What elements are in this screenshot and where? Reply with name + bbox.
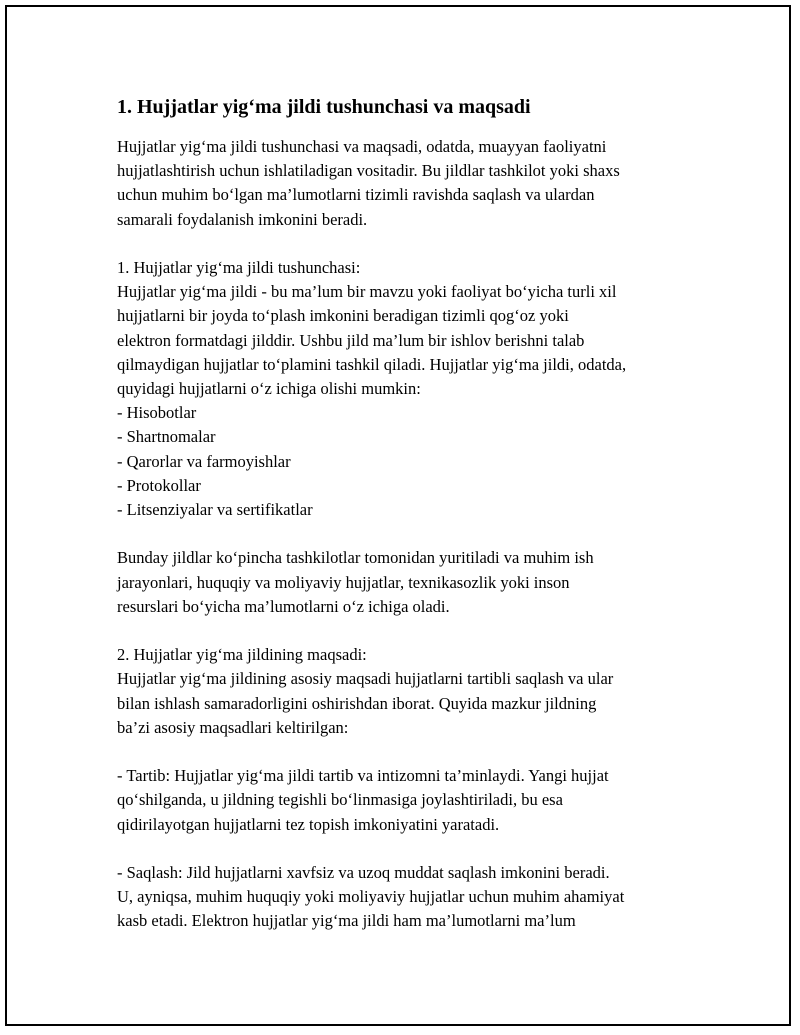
text-line: jarayonlari, huquqiy va moliyaviy hujjatlar, texnikasozlik yoki inson bbox=[117, 572, 570, 592]
text-line: ba’zi asosiy maqsadlari keltirilgan: bbox=[117, 717, 349, 737]
text-line bbox=[117, 522, 717, 546]
text-line: 2. Hujjatlar yig‘ma jildining maqsadi: bbox=[117, 645, 367, 665]
document-text bbox=[117, 135, 717, 934]
text-line: quyidagi hujjatlarni o‘z ichiga olishi mumkin: bbox=[117, 379, 421, 399]
text-line: - Litsenziyalar va sertifikatlar bbox=[117, 500, 313, 520]
text-line bbox=[117, 232, 717, 256]
text-line: U, ayniqsa, muhim huquqiy yoki moliyaviy hujjatlar uchun muhim ahamiyat bbox=[117, 887, 625, 907]
text-line bbox=[117, 740, 717, 764]
text-line: 1. Hujjatlar yig‘ma jildi tushunchasi: bbox=[117, 258, 361, 277]
text-line: - Hisobotlar bbox=[117, 403, 197, 423]
text-line bbox=[117, 619, 717, 643]
document-body bbox=[117, 93, 717, 934]
text-line: uchun muhim bo‘lgan ma’lumotlarni tizimli ravishda saqlash va ulardan bbox=[117, 185, 595, 205]
text-line: samarali foydalanish imkonini beradi. bbox=[117, 209, 368, 229]
text-line: - Qarorlar va farmoyishlar bbox=[117, 451, 291, 471]
text-line: hujjatlarni bir joyda to‘plash imkonini beradigan tizimli qog‘oz yoki bbox=[117, 306, 569, 326]
text-line: resurslari bo‘yicha ma’lumotlarni o‘z ichiga oladi. bbox=[117, 596, 450, 616]
text-line: kasb etadi. Elektron hujjatlar yig‘ma jildi ham ma’lumotlarni ma’lum bbox=[117, 911, 576, 931]
text-line: bilan ishlash samaradorligini oshirishdan iborat. Quyida mazkur jildning bbox=[117, 693, 597, 713]
text-line: Bunday jildlar ko‘pincha tashkilotlar tomonidan yuritiladi va muhim ish bbox=[117, 548, 594, 568]
text-line: Hujjatlar yig‘ma jildi - bu ma’lum bir mavzu yoki faoliyat bo‘yicha turli xil bbox=[117, 282, 617, 302]
text-line: elektron formatdagi jilddir. Ushbu jild ma’lum bir ishlov berishni talab bbox=[117, 330, 585, 350]
text-line bbox=[117, 837, 717, 861]
text-line: - Shartnomalar bbox=[117, 427, 216, 447]
text-line: hujjatlashtirish uchun ishlatiladigan vositadir. Bu jildlar tashkilot yoki shaxs bbox=[117, 161, 620, 181]
text-line: qidirilayotgan hujjatlarni tez topish imkoniyatini yaratadi. bbox=[117, 814, 500, 834]
text-line: Hujjatlar yig‘ma jildi tushunchasi va maqsadi, odatda, muayyan faoliyatni bbox=[117, 137, 607, 156]
document-title: 1. Hujjatlar yig‘ma jildi tushunchasi va maqsadi bbox=[117, 96, 531, 118]
text-line: Hujjatlar yig‘ma jildining asosiy maqsadi hujjatlarni tartibli saqlash va ular bbox=[117, 669, 614, 689]
text-line: qilmaydigan hujjatlar to‘plamini tashkil qiladi. Hujjatlar yig‘ma jildi, odatda, bbox=[117, 354, 627, 374]
text-line: qo‘shilganda, u jildning tegishli bo‘linmasiga joylashtiriladi, bu esa bbox=[117, 790, 563, 810]
text-line: - Tartib: Hujjatlar yig‘ma jildi tartib va intizomni ta’minlaydi. Yangi hujjat bbox=[117, 766, 609, 786]
text-line: - Saqlash: Jild hujjatlarni xavfsiz va uzoq muddat saqlash imkonini beradi. bbox=[117, 863, 610, 883]
text-line: - Protokollar bbox=[117, 475, 201, 495]
